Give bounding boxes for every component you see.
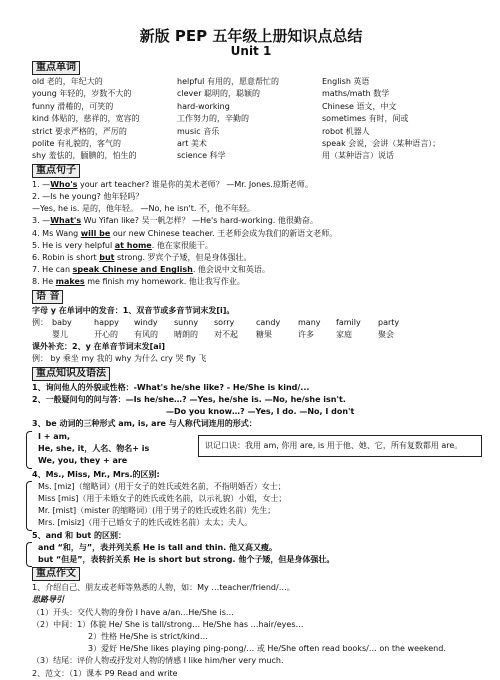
phonics-rule: 字母 y 在单词中的发音：1、双音节或多音节词末发[i]。: [32, 305, 235, 315]
title-mrs: Mrs. [misiz]（用于已婚女子的姓氏或姓名前）太太；夫人。: [38, 518, 253, 528]
title-mr: Mr. [mist]（mister 的缩略词）(用于男子的姓氏或姓名前）先生；: [38, 506, 276, 516]
sentence-item: 2. —Is he young? 他年轻吗？: [32, 192, 144, 202]
vocab-row: [32, 126, 470, 138]
brace-icon: [26, 431, 32, 469]
writing-1: 1、介绍自己、朋友或老师等熟悉的人物，如：My …teacher/friend/…。: [32, 583, 295, 593]
sentence-item: 5. He is very helpful at home. 他在家很能干。: [32, 240, 213, 250]
writing-3: （2）中间：1）体貌 He/ She is tall/strong… He/She has …hair/eyes…: [32, 619, 304, 629]
phonics-translation: 开心的: [94, 330, 118, 340]
vocab-item: Chinese 语文，中文: [322, 101, 397, 111]
vocab-item: kind 体贴的，慈祥的，宽容的: [32, 114, 140, 124]
document-title: 新版 PEP 五年级上册知识点总结: [139, 27, 363, 45]
writing-4: 2）性格 He/She is strict/kind…: [88, 631, 208, 641]
phonics-word: happy: [94, 317, 119, 327]
phonics-word: candy: [256, 317, 281, 327]
phonics-word: windy: [134, 317, 158, 327]
vocab-item: 用（某种语言）说话: [322, 151, 394, 161]
unit-title: Unit 1: [230, 44, 272, 58]
phonics-translation: 有风的: [134, 330, 158, 340]
conj-but: but “但是”，表转折关系 He is short but strong. 他个子矮，但是身体强壮。: [38, 554, 335, 564]
sentence-item: 6. Robin is short but strong. 罗宾个子矮，但是身体强壮。: [32, 253, 252, 263]
be-is: He, she, it，人名、物名+ is: [38, 443, 150, 453]
phonics-translation: 聚会: [378, 330, 394, 340]
phonics-word: sorry: [214, 317, 235, 327]
mnemonic-box: 识记口诀：我用 am, 你用 are, is 用于他、她、它，所有复数都用 are。: [198, 435, 482, 457]
vocab-item: maths/math 数学: [322, 89, 390, 99]
section-header-sentences: 重点句子: [32, 164, 80, 178]
vocab-item: science 科学: [177, 151, 226, 161]
phonics-extra: 课外补充：2、y 在单音节词末发[ai]: [32, 342, 166, 352]
conjunction-block: [32, 542, 470, 566]
vocab-item: music 音乐: [177, 126, 220, 136]
vocab-item: 工作努力的，辛勤的: [177, 114, 249, 124]
title-block: [32, 481, 470, 530]
phonics-word: sunny: [174, 317, 199, 327]
vocab-row: [32, 76, 470, 88]
sentence-item: 3. —What's Wu Yifan like? 吴一帆怎样？ —He's hard-working. 他很勤奋。: [32, 216, 318, 226]
section-header-words: 重点单词: [32, 61, 80, 75]
phonics-translation: 许多: [298, 330, 314, 340]
vocab-item: robot 机器人: [322, 126, 370, 136]
writing-6: （3）结尾：评价人物或抒发对人物的情感 I like him/her very much.: [32, 656, 284, 666]
vocab-item: sometimes 有时，间或: [322, 114, 409, 124]
phonics-examples: 例： baby happy windy sunny sorry candy many family party: [32, 317, 470, 329]
phonics-word: party: [378, 317, 400, 327]
phonics-word: many: [298, 317, 321, 327]
grammar-point-3: 3、be 动词的三种形式 am, is, are 与人称代词连用的形式：: [32, 419, 257, 429]
phonics-translation: 家庭: [336, 330, 352, 340]
vocab-item: art 美术: [177, 139, 207, 149]
vocab-item: shy 羞怯的，腼腆的，怕生的: [32, 151, 137, 161]
be-are: We, you, they + are: [38, 455, 128, 465]
writing-2: （1）开头：交代人物的身份 I have a/an…He/She is…: [32, 607, 234, 617]
writing-guide: 思路导引: [32, 595, 64, 605]
vocab-item: hard-working: [177, 101, 230, 111]
brace-icon: [26, 481, 32, 531]
grammar-point-2b: —Do you know…? —Yes, I do. —No, I don't: [166, 407, 355, 417]
vocab-item: clever 聪明的，聪颖的: [177, 89, 261, 99]
sentence-item: 8. He makes me finish my homework. 他让我写作业。: [32, 277, 245, 287]
sentence-item: 7. He can speak Chinese and English. 他会说中文和英语。: [32, 265, 270, 275]
phonics-translation: 糖果: [256, 330, 272, 340]
sentence-item: 4. Ms Wang will be our new Chinese teacher. 王老师会成为我们的新语文老师。: [32, 228, 338, 238]
section-header-phonics: 语 音: [32, 290, 63, 304]
vocab-list: [32, 76, 470, 163]
title-ms: Ms. [miz]（缩略词）(用于女子的姓氏或姓名前，不指明婚否）女士；: [38, 481, 286, 491]
phonics-extra-examples: 例： by 乘坐 my 我的 why 为什么 cry 哭 fly 飞: [32, 354, 207, 364]
grammar-point-1: 1、询问他人的外貌或性格：-What's he/she like? - He/She is kind/...: [32, 382, 310, 392]
writing-7: 2、范文：（1）课本 P9 Read and write: [32, 668, 178, 678]
be-am: I + am,: [38, 431, 71, 441]
sentence-item: —Yes, he is. 是的，他年轻。 —No, he isn't. 不，他不年轻。: [32, 204, 255, 214]
sentence-item: 1. —Who's your art teacher? 谁是你的美术老师？ —Mr. Jones.琼斯老师。: [32, 179, 313, 189]
vocab-item: speak 会说，会讲（某种语言）；: [322, 139, 441, 149]
phonics-translation: 婴儿: [52, 330, 68, 340]
vocab-item: funny 滑稽的，可笑的: [32, 101, 114, 111]
vocab-item: polite 有礼貌的，客气的: [32, 139, 122, 149]
phonics-word: family: [336, 317, 361, 327]
vocab-item: old 老的，年纪大的: [32, 77, 103, 86]
grammar-point-4: 4、Ms., Miss, Mr., Mrs.的区别:: [32, 469, 160, 479]
section-header-grammar: 重点知识及语法: [32, 367, 110, 381]
sentence-list: [32, 179, 470, 289]
phonics-translation: 晴朗的: [174, 330, 198, 340]
vocab-item: English 英语: [322, 77, 370, 86]
brace-icon: [26, 542, 32, 567]
conj-and: and “和，与”，表并列关系 He is tall and thin. 他又高又瘦。: [38, 542, 277, 552]
vocab-item: young 年轻的，岁数不大的: [32, 89, 132, 99]
phonics-translations: [32, 329, 470, 341]
be-verb-block: [32, 431, 470, 469]
section-header-writing: 重点作文: [32, 567, 80, 581]
vocab-item: strict 要求严格的，严厉的: [32, 126, 127, 136]
phonics-translation: 对不起: [214, 330, 238, 340]
vocab-row: [32, 101, 470, 113]
grammar-point-5: 5、and 和 but 的区别：: [32, 530, 126, 540]
vocab-row: [32, 138, 470, 150]
title-miss: Miss [mis]（用于未婚女子的姓氏或姓名前，以示礼貌）小姐，女士；: [38, 493, 287, 503]
vocab-item: helpful 有用的，愿意帮忙的: [177, 77, 279, 86]
vocab-row: [32, 113, 470, 125]
grammar-point-2: 2、一般疑问句的问与答：—Is he/she…? —Yes, he/she is. —No, he/she isn't.: [32, 394, 346, 404]
vocab-row: [32, 150, 470, 162]
vocab-row: [32, 88, 470, 100]
writing-5: 3）爱好 He/She likes playing ping-pong/… 或 He/She often read books/… on the weekend.: [88, 644, 446, 654]
phonics-word: baby: [52, 317, 72, 327]
